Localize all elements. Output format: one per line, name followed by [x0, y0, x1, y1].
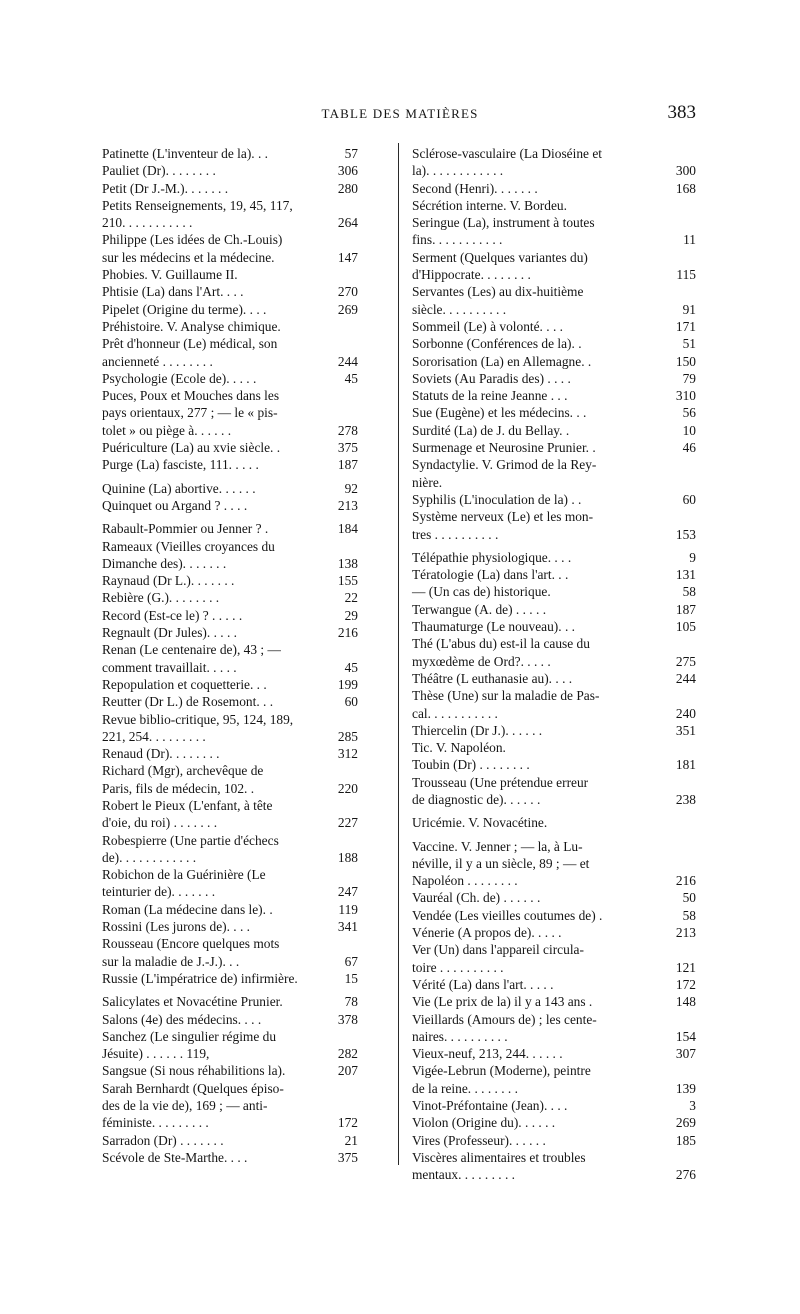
index-entry [412, 618, 696, 635]
entry-page-number: 351 [675, 722, 696, 738]
entry-page-number: 78 [344, 994, 358, 1010]
index-entry [102, 301, 358, 318]
entry-page-number: 247 [337, 884, 358, 900]
entry-page-number: 213 [337, 497, 358, 513]
entry-text: Puces, Poux et Mouches dans les pays orientaux, 277 ; — le « pis- tolet » ou piège à. . . . . . [102, 388, 280, 438]
entry-page-number: 172 [675, 976, 696, 992]
index-entry [102, 335, 358, 370]
index-entry [412, 180, 696, 197]
index-entry [102, 283, 358, 300]
entry-page-number: 154 [675, 1028, 696, 1044]
index-entry [102, 901, 358, 918]
entry-text: Raynaud (Dr L.). . . . . . . [102, 573, 235, 589]
index-entry [102, 762, 358, 797]
entry-page-number: 131 [675, 567, 696, 583]
index-entry [102, 370, 358, 387]
entry-page-number: 56 [682, 405, 696, 421]
entry-text: Système nerveux (Le) et les mon- tres . . . . . . . . . . [412, 509, 594, 542]
entry-text: Vieux-neuf, 213, 244. . . . . . [412, 1046, 563, 1062]
index-entry [102, 439, 358, 456]
index-entry [102, 572, 358, 589]
entry-page-number: 58 [682, 907, 696, 923]
entry-text: Vigée-Lebrun (Moderne), peintre de la reine. . . . . . . . [412, 1063, 591, 1096]
entry-text: Purge (La) fasciste, 111. . . . . [102, 457, 259, 473]
index-entry [412, 1097, 696, 1114]
entry-page-number: 29 [344, 607, 358, 623]
index-entry [412, 422, 696, 439]
entry-text: Sorbonne (Conférences de la). . [412, 336, 582, 352]
entry-page-number: 269 [337, 301, 358, 317]
index-entry [102, 1149, 358, 1166]
entry-page-number: 67 [344, 953, 358, 969]
index-entry [102, 607, 358, 624]
index-entry [412, 924, 696, 941]
entry-page-number: 378 [337, 1011, 358, 1027]
index-entry [102, 832, 358, 867]
entry-page-number: 121 [675, 959, 696, 975]
entry-text: Vérité (La) dans l'art. . . . . [412, 976, 554, 992]
index-entry [102, 1011, 358, 1028]
entry-text: Seringue (La), instrument à toutes fins. . . . . . . . . . . [412, 215, 595, 248]
entry-page-number: 60 [682, 491, 696, 507]
entry-text: — (Un cas de) historique. [412, 584, 551, 600]
index-entry [102, 180, 358, 197]
entry-text: Soviets (Au Paradis des) . . . . [412, 370, 571, 386]
entry-text: Petit (Dr J.-M.). . . . . . . [102, 180, 229, 196]
left-column [102, 145, 358, 1166]
entry-text: Salons (4e) des médecins. . . . [102, 1011, 262, 1027]
index-entry [412, 583, 696, 600]
running-header [0, 102, 800, 130]
entry-page-number: 300 [675, 163, 696, 179]
entry-text: Rameaux (Vieilles croyances du Dimanche des). . . . . . . [102, 538, 275, 571]
index-entry [412, 907, 696, 924]
entry-text: Serment (Quelques variantes du) d'Hippocrate. . . . . . . . [412, 249, 588, 283]
entry-page-number: 11 [683, 232, 696, 248]
entry-page-number: 187 [337, 457, 358, 473]
index-entry [102, 197, 358, 232]
index-entry [412, 353, 696, 370]
entry-page-number: 153 [675, 526, 696, 542]
index-entry [102, 497, 358, 514]
entry-page-number: 46 [682, 440, 696, 456]
index-entry [412, 456, 696, 491]
entry-page-number: 57 [344, 146, 358, 161]
entry-page-number: 207 [337, 1063, 358, 1079]
index-entry [412, 439, 696, 456]
index-entry [412, 1011, 696, 1046]
index-entry [412, 214, 696, 249]
entry-page-number: 168 [675, 180, 696, 196]
index-entry [412, 370, 696, 387]
entry-text: Repopulation et coquetterie. . . [102, 676, 267, 692]
entry-text: Préhistoire. V. Analyse chimique. [102, 318, 281, 334]
entry-text: Thaumaturge (Le nouveau). . . [412, 619, 575, 635]
index-entry [412, 508, 696, 543]
entry-page-number: 10 [682, 422, 696, 438]
entry-page-number: 278 [337, 422, 358, 438]
index-entry [102, 935, 358, 970]
entry-text: Rousseau (Encore quelques mots sur la maladie de J.-J.). . . [102, 936, 280, 969]
index-entry [412, 889, 696, 906]
entry-text: Regnault (Dr Jules). . . . . [102, 625, 237, 641]
entry-text: Thèse (Une) sur la maladie de Pas- cal. . . . . . . . . . . [412, 688, 600, 721]
entry-page-number: 276 [675, 1167, 696, 1183]
entry-page-number: 188 [337, 849, 358, 865]
index-entry [102, 162, 358, 179]
index-entry [102, 676, 358, 693]
entry-text: Petits Renseignements, 19, 45, 117, 210. . . . . . . . . . . [102, 197, 293, 231]
entry-text: Record (Est-ce le) ? . . . . . [102, 607, 243, 623]
index-entry [412, 249, 696, 284]
index-entry [412, 1062, 696, 1097]
index-entry [102, 387, 358, 439]
index-entry [412, 722, 696, 739]
entry-text: Pipelet (Origine du terme). . . . [102, 301, 267, 317]
entry-text: Vieillards (Amours de) ; les cente- naires. . . . . . . . . . [412, 1011, 597, 1044]
entry-text: Sommeil (Le) à volonté. . . . [412, 318, 563, 334]
entry-text: Rossini (Les jurons de). . . . [102, 919, 251, 935]
entry-text: Vinot-Préfontaine (Jean). . . . [412, 1098, 568, 1114]
entry-text: Sue (Eugène) et les médecins. . . [412, 405, 587, 421]
index-entry [412, 993, 696, 1010]
entry-page-number: 310 [675, 388, 696, 404]
index-entry [102, 318, 358, 335]
entry-text: Uricémie. V. Novacétine. [412, 815, 548, 831]
entry-text: Sarah Bernhardt (Quelques épiso- des de la vie de), 169 ; — anti- féministe. . . . . . . . . [102, 1080, 284, 1131]
entry-text: Scévole de Ste-Marthe. . . . [102, 1149, 248, 1165]
entry-text: Tératologie (La) dans l'art. . . [412, 567, 569, 583]
entry-text: Vénerie (A propos de). . . . . [412, 925, 562, 941]
entry-page-number: 150 [675, 353, 696, 369]
entry-page-number: 3 [689, 1098, 696, 1114]
index-entry [412, 814, 696, 831]
entry-text: Vie (Le prix de la) il y a 143 ans . [412, 994, 593, 1010]
entry-text: Sanchez (Le singulier régime du Jésuite) . . . . . . 119, [102, 1028, 277, 1062]
entry-text: Viscères alimentaires et troubles mentaux. . . . . . . . . [412, 1149, 586, 1183]
index-entry [412, 601, 696, 618]
entry-page-number: 216 [675, 873, 696, 889]
index-entry [412, 739, 696, 756]
page-number: 383 [667, 102, 696, 123]
entry-page-number: 185 [675, 1132, 696, 1148]
entry-text: Sarradon (Dr) . . . . . . . [102, 1132, 224, 1148]
index-entry [412, 1114, 696, 1131]
index-entry [412, 549, 696, 566]
entry-page-number: 148 [675, 994, 696, 1010]
entry-text: Vaccine. V. Jenner ; — la, à Lu- néville, il y a un siècle, 89 ; — et Napoléon . . . . . . . . [412, 838, 590, 889]
entry-page-number: 213 [675, 925, 696, 941]
entry-page-number: 220 [337, 780, 358, 796]
index-entry [412, 1132, 696, 1149]
entry-page-number: 119 [338, 901, 358, 917]
index-entry [412, 687, 696, 722]
entry-text: Tic. V. Napoléon. [412, 740, 506, 756]
index-entry [412, 566, 696, 583]
entry-page-number: 91 [682, 301, 696, 317]
entry-page-number: 244 [675, 670, 696, 686]
entry-text: Quinine (La) abortive. . . . . . [102, 480, 256, 496]
entry-text: Rabault-Pommier ou Jenner ? . [102, 521, 269, 537]
entry-page-number: 184 [337, 521, 358, 537]
entry-page-number: 92 [344, 480, 358, 496]
index-entry [102, 745, 358, 762]
entry-page-number: 58 [682, 584, 696, 600]
index-entry [412, 976, 696, 993]
entry-text: Puériculture (La) au xvie siècle. . [102, 440, 281, 456]
index-entry [102, 641, 358, 676]
index-entry [412, 197, 696, 214]
index-entry [102, 918, 358, 935]
entry-text: Sangsue (Si nous réhabilitions la). [102, 1063, 286, 1079]
entry-text: Servantes (Les) au dix-huitième siècle. . . . . . . . . . [412, 284, 584, 317]
entry-text: Philippe (Les idées de Ch.-Louis) sur les médecins et la médecine. [102, 232, 283, 265]
entry-text: Revue biblio-critique, 95, 124, 189, 221, 254. . . . . . . . . [102, 711, 294, 744]
entry-page-number: 50 [682, 890, 696, 906]
header-title: TABLE DES MATIÈRES [321, 106, 479, 121]
entry-text: Patinette (L'inventeur de la). . . [102, 146, 269, 161]
entry-text: Toubin (Dr) . . . . . . . . [412, 757, 530, 773]
entry-text: Psychologie (Ecole de). . . . . [102, 370, 257, 386]
index-entry [102, 480, 358, 497]
index-entry [102, 520, 358, 537]
entry-text: Statuts de la reine Jeanne . . . [412, 388, 568, 404]
entry-text: Vendée (Les vieilles coutumes de) . [412, 907, 603, 923]
index-entry [412, 145, 696, 180]
entry-page-number: 147 [337, 249, 358, 265]
index-entry [102, 711, 358, 746]
entry-page-number: 280 [337, 180, 358, 196]
entry-text: Phtisie (La) dans l'Art. . . . [102, 284, 244, 300]
entry-text: Sécrétion interne. V. Bordeu. [412, 197, 567, 213]
entry-text: Renaud (Dr). . . . . . . . [102, 746, 220, 762]
entry-page-number: 45 [344, 370, 358, 386]
entry-text: Richard (Mgr), archevêque de Paris, fils de médecin, 102. . [102, 763, 264, 796]
index-entry [412, 756, 696, 773]
index-entry [412, 335, 696, 352]
entry-page-number: 341 [337, 919, 358, 935]
entry-page-number: 138 [337, 555, 358, 571]
entry-page-number: 275 [675, 653, 696, 669]
index-entry [102, 866, 358, 901]
index-entry [102, 145, 358, 162]
index-entry [102, 231, 358, 266]
index-entry [102, 624, 358, 641]
entry-page-number: 15 [344, 970, 358, 986]
entry-page-number: 172 [337, 1115, 358, 1131]
entry-text: Vauréal (Ch. de) . . . . . . [412, 890, 541, 906]
entry-page-number: 227 [337, 815, 358, 831]
entry-page-number: 187 [675, 601, 696, 617]
entry-text: Violon (Origine du). . . . . . [412, 1115, 556, 1131]
entry-page-number: 22 [344, 590, 358, 606]
index-entry [412, 491, 696, 508]
entry-page-number: 139 [675, 1080, 696, 1096]
entry-page-number: 79 [682, 370, 696, 386]
index-entry [102, 1028, 358, 1063]
index-entry [102, 797, 358, 832]
entry-page-number: 375 [337, 440, 358, 456]
index-entry [102, 1132, 358, 1149]
entry-text: Reutter (Dr L.) de Rosemont. . . [102, 694, 274, 710]
index-entry [412, 387, 696, 404]
entry-page-number: 306 [337, 163, 358, 179]
index-entry [102, 970, 358, 987]
index-entry [412, 670, 696, 687]
entry-text: Sororisation (La) en Allemagne. . [412, 353, 592, 369]
index-entry [102, 266, 358, 283]
right-column [412, 145, 696, 1184]
entry-text: Trousseau (Une prétendue erreur de diagnostic de). . . . . . [412, 774, 589, 807]
entry-text: Pauliet (Dr). . . . . . . . [102, 163, 216, 179]
entry-page-number: 199 [337, 676, 358, 692]
entry-page-number: 51 [682, 336, 696, 352]
entry-page-number: 270 [337, 284, 358, 300]
entry-page-number: 285 [337, 728, 358, 744]
entry-page-number: 21 [344, 1132, 358, 1148]
index-entry [412, 838, 696, 890]
index-entry [412, 1149, 696, 1184]
index-entry [102, 456, 358, 473]
entry-page-number: 312 [337, 746, 358, 762]
index-entry [102, 1080, 358, 1132]
entry-text: Syphilis (L'inoculation de la) . . [412, 491, 582, 507]
index-entry [412, 774, 696, 809]
index-entry [412, 941, 696, 976]
entry-text: Phobies. V. Guillaume II. [102, 267, 238, 283]
entry-text: Surdité (La) de J. du Bellay. . [412, 422, 570, 438]
entry-text: Prêt d'honneur (Le) médical, son ancienneté . . . . . . . . [102, 336, 278, 369]
index-entry [412, 318, 696, 335]
entry-page-number: 9 [689, 549, 696, 565]
entry-page-number: 269 [675, 1115, 696, 1131]
entry-page-number: 155 [337, 573, 358, 589]
entry-text: Terwangue (A. de) . . . . . [412, 601, 547, 617]
entry-text: Robespierre (Une partie d'échecs de). . . . . . . . . . . . [102, 832, 279, 865]
index-entry [102, 993, 358, 1010]
entry-text: Sclérose-vasculaire (La Dioséine et la). . . . . . . . . . . . [412, 146, 602, 179]
entry-text: Thiercelin (Dr J.). . . . . . [412, 722, 543, 738]
entry-page-number: 307 [675, 1046, 696, 1062]
entry-text: Théâtre (L euthanasie au). . . . [412, 670, 573, 686]
index-entry [412, 283, 696, 318]
entry-page-number: 244 [337, 353, 358, 369]
index-entry [412, 1045, 696, 1062]
column-divider [398, 143, 399, 1165]
entry-text: Thé (L'abus du) est-il la cause du myxœdème de Ord?. . . . . [412, 636, 590, 669]
entry-page-number: 375 [337, 1149, 358, 1165]
entry-text: Télépathie physiologique. . . . [412, 549, 572, 565]
index-entry [412, 635, 696, 670]
entry-page-number: 115 [676, 267, 696, 283]
entry-text: Ver (Un) dans l'appareil circula- toire . . . . . . . . . . [412, 942, 584, 975]
entry-text: Salicylates et Novacétine Prunier. [102, 994, 283, 1010]
entry-text: Rebière (G.). . . . . . . . [102, 590, 220, 606]
index-entry [102, 693, 358, 710]
entry-page-number: 171 [675, 318, 696, 334]
index-entry [102, 589, 358, 606]
index-entry [102, 538, 358, 573]
entry-page-number: 105 [675, 619, 696, 635]
index-entry [412, 404, 696, 421]
entry-text: Vires (Professeur). . . . . . [412, 1132, 546, 1148]
entry-text: Quinquet ou Argand ? . . . . [102, 497, 248, 513]
entry-text: Syndactylie. V. Grimod de la Rey- nière. [412, 457, 597, 490]
entry-text: Surmenage et Neurosine Prunier. . [412, 440, 596, 456]
entry-text: Renan (Le centenaire de), 43 ; — comment travaillait. . . . . [102, 642, 281, 675]
entry-text: Robert le Pieux (L'enfant, à tête d'oie, du roi) . . . . . . . [102, 797, 273, 831]
entry-page-number: 282 [337, 1046, 358, 1062]
entry-text: Second (Henri). . . . . . . [412, 180, 538, 196]
entry-text: Robichon de la Guérinière (Le teinturier de). . . . . . . [102, 867, 266, 900]
entry-text: Russie (L'impératrice de) infirmière. [102, 970, 298, 986]
entry-page-number: 238 [675, 791, 696, 807]
entry-text: Roman (La médecine dans le). . [102, 901, 273, 917]
entry-page-number: 181 [675, 757, 696, 773]
entry-page-number: 264 [337, 215, 358, 231]
entry-page-number: 45 [344, 659, 358, 675]
index-entry [102, 1062, 358, 1079]
entry-page-number: 60 [344, 694, 358, 710]
entry-page-number: 240 [675, 705, 696, 721]
entry-page-number: 216 [337, 625, 358, 641]
